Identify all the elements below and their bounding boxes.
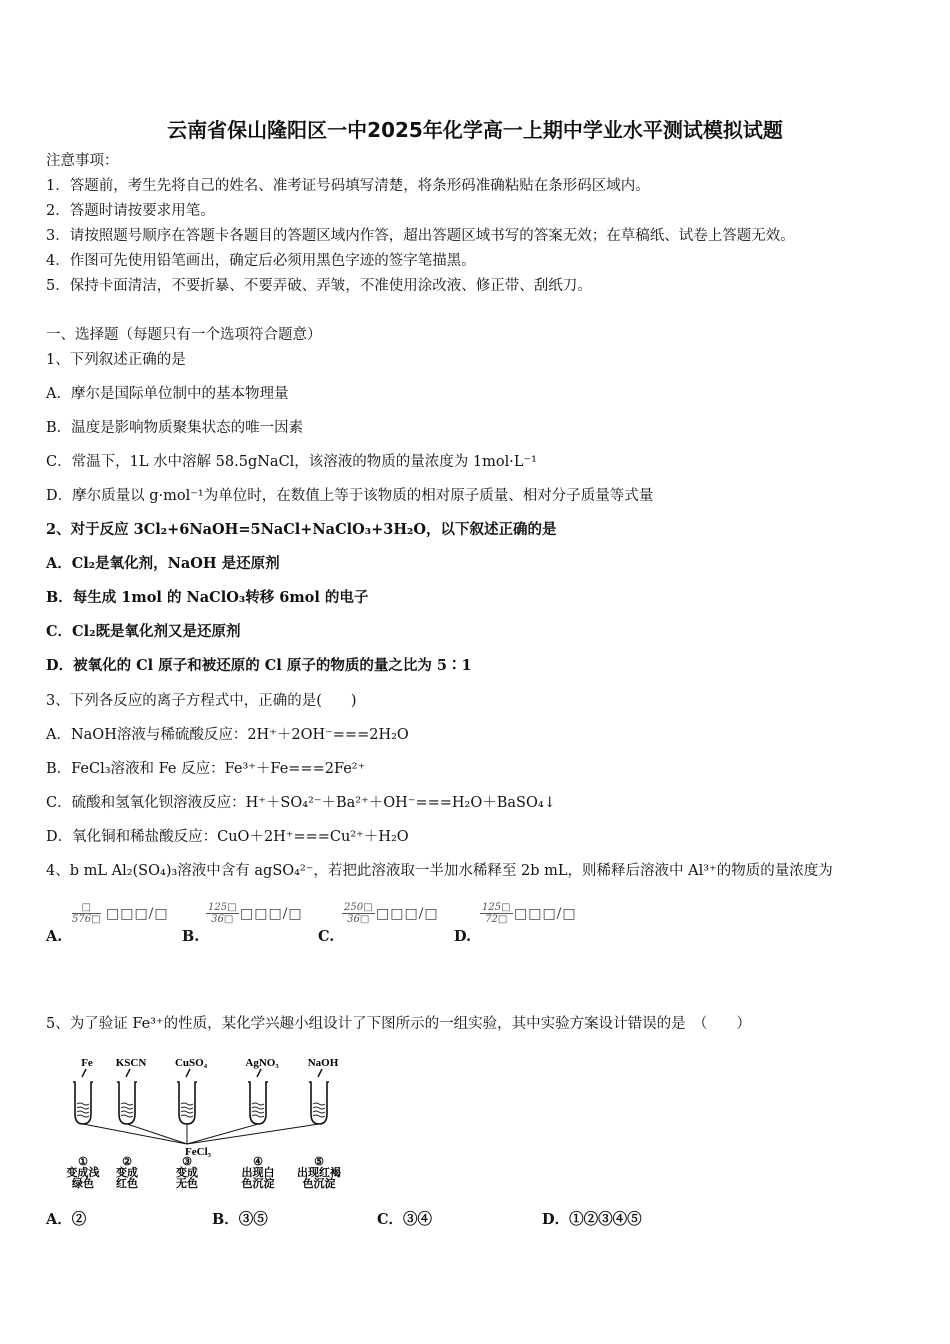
liquid [77, 1107, 89, 1109]
result-label: 变成 [176, 1167, 198, 1179]
test-tube [73, 1082, 93, 1124]
result-label: ④ [253, 1156, 263, 1168]
liquid [121, 1115, 133, 1117]
result-label: ① [78, 1156, 88, 1168]
q5-option-a: A．② [46, 1211, 87, 1228]
notice-item: 1．答题前，考生先将自己的姓名、准考证号码填写清楚，将条形码准确粘贴在条形码区域内。 [46, 178, 650, 194]
section-heading: 一、选择题（每题只有一个选项符合题意） [46, 327, 322, 343]
liquid [313, 1107, 325, 1109]
test-tube [309, 1082, 329, 1124]
q1-option-a: A．摩尔是国际单位制中的基本物理量 [46, 386, 289, 402]
fraction: $\frac{125□}{36□}$ [208, 902, 237, 925]
test-tube [117, 1082, 137, 1124]
result-label: 出现红褐 [297, 1167, 341, 1179]
liquid [313, 1103, 325, 1105]
fraction: □ 576□ [72, 902, 101, 925]
reagent-label: Fe [81, 1057, 93, 1069]
q3-option-c: C．硫酸和氢氧化钡溶液反应：H⁺＋SO₄²⁻＋Ba²⁺＋OH⁻===H₂O＋BaSO₄↓ [46, 795, 556, 811]
q5-option-d: D．①②③④⑤ [542, 1211, 642, 1228]
liquid [77, 1115, 89, 1117]
q5-option-c: C．③④ [377, 1211, 433, 1228]
q3-option-a: A．NaOH溶液与稀硫酸反应：2H⁺＋2OH⁻===2H₂O [46, 727, 409, 743]
liquid [313, 1111, 325, 1113]
liquid [121, 1111, 133, 1113]
notice-item: 2．答题时请按要求用笔。 [46, 203, 215, 219]
liquid [181, 1115, 193, 1117]
q2-option-b: B．每生成 1mol 的 NaClO₃转移 6mol 的电子 [46, 589, 369, 606]
q5-option-b: B．③⑤ [212, 1211, 268, 1228]
arrow-icon [257, 1069, 261, 1077]
page-title: 云南省保山隆阳区一中2025年化学高一上期中学业水平测试模拟试题 [167, 118, 783, 142]
test-tube [248, 1082, 268, 1124]
connector-line [187, 1124, 258, 1144]
q3-option-b: B．FeCl₃溶液和 Fe 反应：Fe³⁺＋Fe===2Fe²⁺ [46, 761, 366, 777]
result-label: 变成 [116, 1167, 138, 1179]
reagent-label: AgNO₃ [245, 1057, 279, 1069]
notice-item: 5．保持卡面清洁，不要折暴、不要弄破、弄皱，不准使用涂改液、修正带、刮纸刀。 [46, 278, 592, 294]
reagent-label: CuSO₄ [174, 1057, 208, 1069]
liquid [252, 1111, 264, 1113]
result-label: ⑤ [314, 1156, 324, 1168]
liquid [252, 1107, 264, 1109]
result-label: 色沉淀 [302, 1178, 336, 1190]
question-5-stem: 5、为了验证 Fe³⁺的性质，某化学兴趣小组设计了下图所示的一组实验，其中实验方案设计错误的是 （ ） [46, 1016, 751, 1032]
liquid [121, 1103, 133, 1105]
experiment-figure [50, 1052, 360, 1194]
result-label: ② [122, 1156, 132, 1168]
notice-heading: 注意事项： [46, 153, 119, 169]
arrow-icon [186, 1069, 190, 1077]
q2-option-a: A．Cl₂是氧化剂，NaOH 是还原剂 [46, 555, 280, 572]
liquid [181, 1111, 193, 1113]
fraction: $\frac{250□}{36□}$ [344, 902, 373, 925]
result-label: 出现白 [241, 1167, 275, 1179]
result-label: 色沉淀 [241, 1178, 275, 1190]
test-tube [177, 1082, 197, 1124]
q2-option-d: D．被氧化的 Cl 原子和被还原的 Cl 原子的物质的量之比为 5∶1 [46, 657, 472, 674]
result-label: 变成浅 [66, 1167, 100, 1179]
q1-option-b: B．温度是影响物质聚集状态的唯一因素 [46, 420, 304, 436]
q1-option-d: D．摩尔质量以 g·mol⁻¹为单位时，在数值上等于该物质的相对原子质量、相对分子质量等式量 [46, 488, 654, 504]
question-2-stem: 2、对于反应 3Cl₂+6NaOH=5NaCl+NaClO₃+3H₂O，以下叙述正确的是 [46, 521, 557, 538]
liquid [252, 1103, 264, 1105]
question-1-stem: 1、下列叙述正确的是 [46, 352, 186, 368]
reagent-label: KSCN [115, 1057, 147, 1069]
arrow-icon [318, 1069, 322, 1077]
result-label: ③ [182, 1156, 192, 1168]
reagent-label: NaOH [307, 1057, 339, 1069]
arrow-icon [126, 1069, 130, 1077]
liquid [181, 1107, 193, 1109]
center-label: FeCl₃ [185, 1146, 211, 1158]
test-tubes [67, 1057, 342, 1190]
result-label: 无色 [176, 1178, 198, 1190]
liquid [181, 1103, 193, 1105]
q1-option-c: C．常温下，1L 水中溶解 58.5gNaCl，该溶液的物质的量浓度为 1mol·L⁻¹ [46, 454, 537, 470]
result-label: 红色 [116, 1178, 138, 1190]
notice-item: 3．请按照题号顺序在答题卡各题目的答题区域内作答，超出答题区域书写的答案无效；在草稿纸、试卷上答题无效。 [46, 228, 795, 244]
connector-line [187, 1124, 319, 1144]
liquid [121, 1107, 133, 1109]
notice-item: 4．作图可先使用铅笔画出，确定后必须用黑色字迹的签字笔描黑。 [46, 253, 476, 269]
q3-option-d: D．氧化铜和稀盐酸反应：CuO＋2H⁺===Cu²⁺＋H₂O [46, 829, 409, 845]
question-4-stem: 4、b mL Al₂(SO₄)₃溶液中含有 agSO₄²⁻，若把此溶液取一半加水稀释至 2b mL，则稀释后溶液中 Al³⁺的物质的量浓度为 [46, 863, 833, 879]
liquid [313, 1115, 325, 1117]
q2-option-c: C．Cl₂既是氧化剂又是还原剂 [46, 623, 241, 640]
fraction: $\frac{125□}{72□}$ [482, 902, 511, 925]
liquid [77, 1103, 89, 1105]
arrow-icon [82, 1069, 86, 1077]
liquid [252, 1115, 264, 1117]
question-3-stem: 3、下列各反应的离子方程式中，正确的是( ) [46, 693, 357, 709]
result-label: 绿色 [72, 1178, 94, 1190]
liquid [77, 1111, 89, 1113]
